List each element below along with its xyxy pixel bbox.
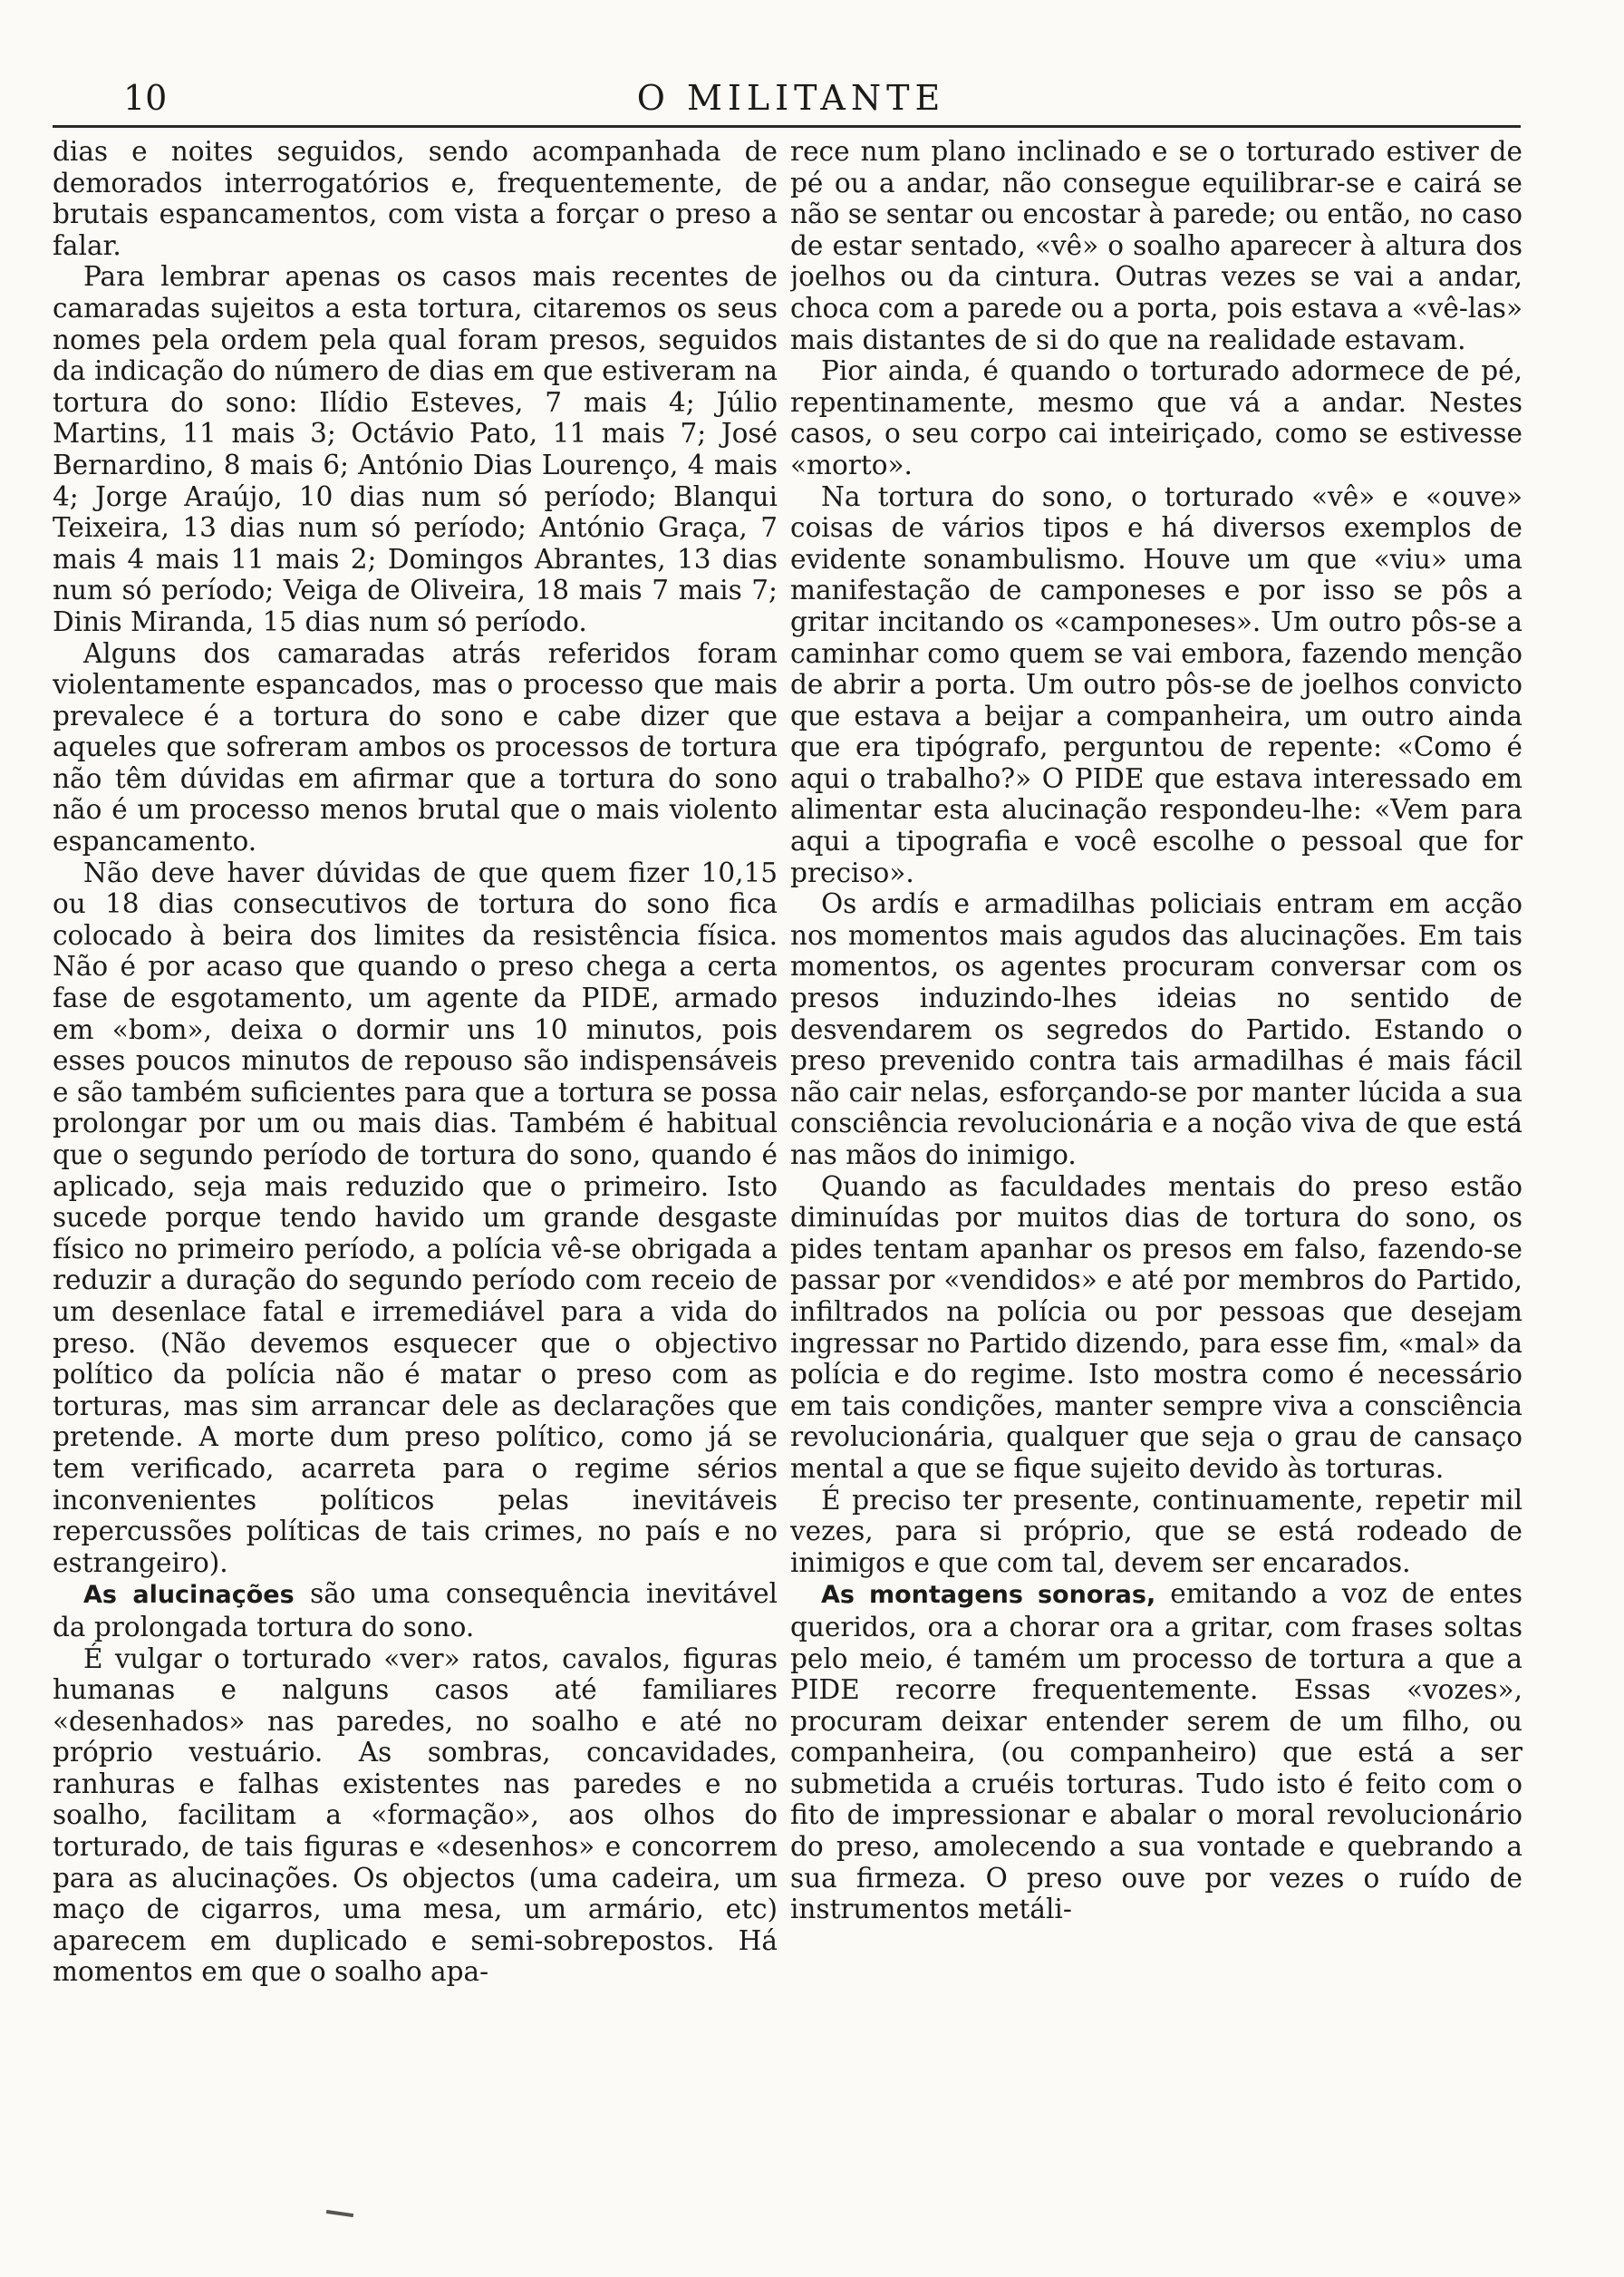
paragraph: rece num plano inclinado e se o torturado estiver de pé ou a andar, não consegue equilibrar-se e cairá se não se sentar ou encostar à parede; ou então, no caso de estar sentado, «vê» o soalho aparecer à altura dos joelhos ou da cintura. Outras vezes se vai a andar, choca com a parede ou a porta, pois estava a «vê-las» mais distantes de si do que na realidade estavam.: [790, 136, 1522, 355]
left-column: [53, 136, 778, 2157]
paragraph: Pior ainda, é quando o torturado adormece de pé, repentinamente, mesmo que vá a andar. Nestes casos, o seu corpo cai inteiriçado, como se estivesse «morto».: [790, 355, 1522, 480]
journal-title: O MILITANTE: [636, 78, 946, 118]
paragraph: É vulgar o torturado «ver» ratos, cavalos, figuras humanas e nalguns casos até familiares «desenhados» nas paredes, no soalho e até no próprio vestuário. As sombras, concavidades, ranhuras e falhas existentes nas paredes e no soalho, facilitam a «formação», aos olhos do torturado, de tais figuras e «desenhos» e concorrem para as alucinações. Os objectos (uma cadeira, um maço de cigarros, uma mesa, um armário, etc) aparecem em duplicado e semi-sobrepostos. Há momentos em que o soalho apa-: [53, 1642, 778, 1988]
paragraph: É preciso ter presente, continuamente, repetir mil vezes, para si próprio, que se está rodeado de inimigos e que com tal, devem ser encarados.: [790, 1484, 1522, 1578]
paragraph: Alguns dos camaradas atrás referidos foram violentamente espancados, mas o processo que mais prevalece é a tortura do sono e cabe dizer que aqueles que sofreram ambos os processos de tortura não têm dúvidas em afirmar que a tortura do sono não é um processo menos brutal que o mais violento espancamento.: [53, 637, 778, 858]
ink-mark: [326, 2210, 353, 2217]
paragraph: Os ardís e armadilhas policiais entram em acção nos momentos mais agudos das alucinações. Em tais momentos, os agentes procuram conversar com os presos induzindo-lhes ideias no sentido de desvendarem os segredos do Partido. Estando o preso prevenido contra tais armadilhas é mais fácil não cair nelas, esforçando-se por manter lúcida a sua consciência revolucionária e a noção viva de que está nas mãos do inimigo.: [790, 888, 1522, 1170]
paragraph: Na tortura do sono, o torturado «vê» e «ouve» coisas de vários tipos e há diversos exemplos de evidente sonambulismo. Houve um que «viu» uma manifestação de camponeses e por isso se pôs a gritar incitando os «camponeses». Um outro pôs-se a caminhar como quem se vai embora, fazendo menção de abrir a porta. Um outro pôs-se de joelhos convicto que estava a beijar a companheira, um outro ainda que era tipógrafo, perguntou de repente: «Como é aqui o trabalho?» O PIDE que estava interessado em alimentar esta alucinação respondeu-lhe: «Vem para aqui a tipografia e você escolhe o pessoal que for preciso».: [790, 480, 1522, 888]
right-column: [790, 136, 1522, 2157]
paragraph: Não deve haver dúvidas de que quem fizer 10,15 ou 18 dias consecutivos de tortura do sono fica colocado à beira dos limites da resistência física. Não é por acaso que quando o preso chega a certa fase de esgotamento, um agente da PIDE, armado em «bom», deixa o dormir uns 10 minutos, pois esses poucos minutos de repouso são indispensáveis e são também suficientes para que a tortura se possa prolongar por um ou mais dias. Também é habitual que o segundo período de tortura do sono, quando é aplicado, seja mais reduzido que o primeiro. Isto sucede porque tendo havido um grande desgaste físico no primeiro período, a polícia vê-se obrigada a reduzir a duração do segundo período com receio de um desenlace fatal e irremediável para a vida do preso. (Não devemos esquecer que o objectivo político da polícia não é matar o preso com as torturas, mas sim arrancar dele as declarações que pretende. A morte dum preso político, como já se tem verificado, acarreta para o regime sérios inconvenientes políticos pelas inevitáveis repercussões políticas de tais crimes, no país e no estrangeiro).: [53, 857, 778, 1578]
paragraph-text: emitando a voz de entes queridos, ora a chorar ora a gritar, com frases soltas pelo meio, é tamém um processo de tortura a que a PIDE recorre frequentemente. Essas «vozes», procuram deixar entender serem de um filho, ou companheira, (ou companheiro) que está a ser submetida a cruéis torturas. Tudo isto é feito com o fito de impressionar e abalar o moral revolucionário do preso, amolecendo a sua vontade e quebrando a sua firmeza. O preso ouve por vezes o ruído de instrumentos metáli-: [790, 1578, 1522, 1925]
section-lead: As alucinações: [83, 1581, 295, 1610]
paragraph: [53, 1578, 778, 1642]
paragraph: [790, 1578, 1522, 1925]
paragraph: dias e noites seguidos, sendo acompanhada de demorados interrogatórios e, frequentemente, de brutais espancamentos, com vista a forçar o preso a falar.: [53, 136, 778, 261]
page-number: 10: [123, 78, 168, 118]
page-header: [53, 76, 1530, 127]
paragraph: Para lembrar apenas os casos mais recentes de camaradas sujeitos a esta tortura, citaremos os seus nomes pela ordem pela qual foram presos, seguidos da indicação do número de dias em que estiveram na tortura do sono: Ilídio Esteves, 7 mais 4; Júlio Martins, 11 mais 3; Octávio Pato, 11 mais 7; José Bernardino, 8 mais 6; António Dias Lourenço, 4 mais 4; Jorge Araújo, 10 dias num só período; Blanqui Teixeira, 13 dias num só período; António Graça, 7 mais 4 mais 11 mais 2; Domingos Abrantes, 13 dias num só período; Veiga de Oliveira, 18 mais 7 mais 7; Dinis Miranda, 15 dias num só período.: [53, 261, 778, 637]
header-rule: [53, 125, 1521, 128]
section-lead: As montagens sonoras,: [821, 1581, 1156, 1610]
paragraph-text: são uma consequência inevitável da prolongada tortura do sono.: [53, 1578, 778, 1642]
paragraph: Quando as faculdades mentais do preso estão diminuídas por muitos dias de tortura do sono, os pides tentam apanhar os presos em falso, fazendo-se passar por «vendidos» e até por membros do Partido, infiltrados na polícia ou por pessoas que desejam ingressar no Partido dizendo, para esse fim, «mal» da polícia e do regime. Isto mostra como é necessário em tais condições, manter sempre viva a consciência revolucionária, qualquer que seja o grau de cansaço mental a que se fique sujeito devido às torturas.: [790, 1170, 1522, 1484]
